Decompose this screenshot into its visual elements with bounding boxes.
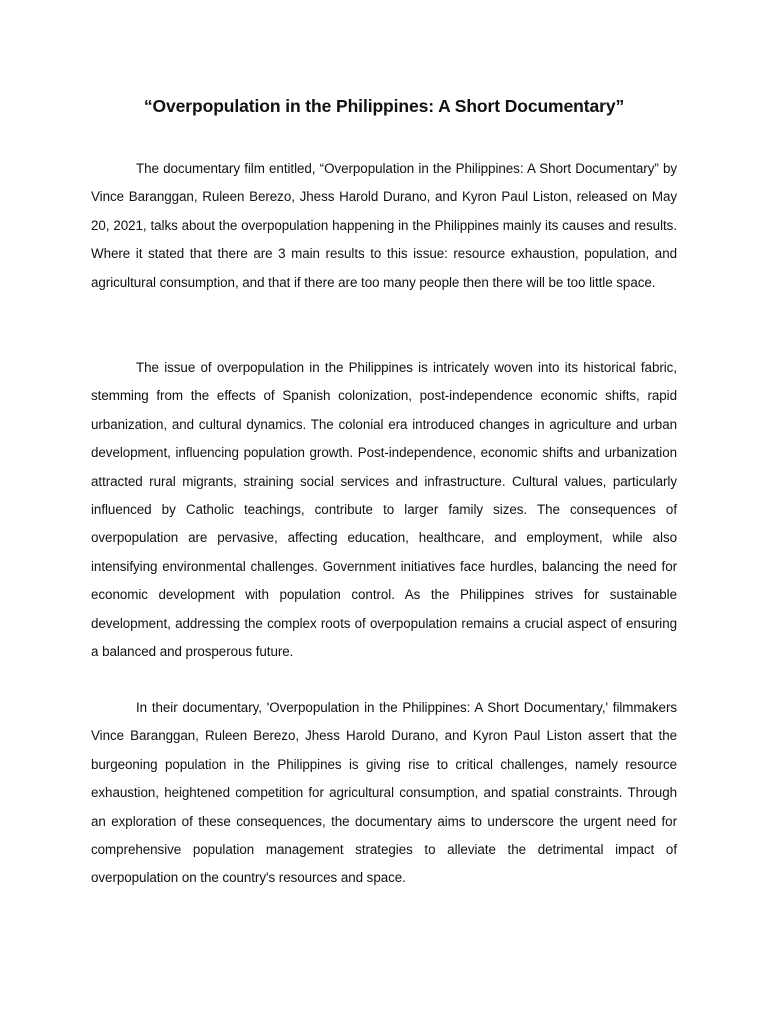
document-title: “Overpopulation in the Philippines: A Short Documentary” bbox=[143, 96, 625, 116]
paragraph-summary: The documentary film entitled, “Overpopulation in the Philippines: A Short Documentary” by Vince Baranggan, Ruleen Berezo, Jhess Harold Durano, and Kyron Paul Liston, released on May 20, 2021, talks about the overpopulation happening in the Philippines mainly its causes and results. Where it stated that there are 3 main results to this issue: resource exhaustion, population, and agricultural consumption, and that if there are too many people then there will be too little space. bbox=[91, 161, 677, 290]
paragraph-assertion: In their documentary, 'Overpopulation in the Philippines: A Short Documentary,' filmmakers Vince Baranggan, Ruleen Berezo, Jhess Harold Durano, and Kyron Paul Liston assert that the burgeoning population in the Philippines is giving rise to critical challenges, namely resource exhaustion, heightened competition for agricultural consumption, and spatial constraints. Through an exploration of these consequences, the documentary aims to underscore the urgent need for comprehensive population management strategies to alleviate the detrimental impact of overpopulation on the country's resources and space. bbox=[91, 700, 677, 886]
paragraph-history: The issue of overpopulation in the Philippines is intricately woven into its historical fabric, stemming from the effects of Spanish colonization, post-independence economic shifts, rapid urbanization, and cultural dynamics. The colonial era introduced changes in agriculture and urban development, influencing population growth. Post-independence, economic shifts and urbanization attracted rural migrants, straining social services and infrastructure. Cultural values, particularly influenced by Catholic teachings, contribute to larger family sizes. The consequences of overpopulation are pervasive, affecting education, healthcare, and employment, while also intensifying environmental challenges. Government initiatives face hurdles, balancing the need for economic development with population control. As the Philippines strives for sustainable development, addressing the complex roots of overpopulation remains a crucial aspect of ensuring a balanced and prosperous future. bbox=[91, 360, 677, 660]
